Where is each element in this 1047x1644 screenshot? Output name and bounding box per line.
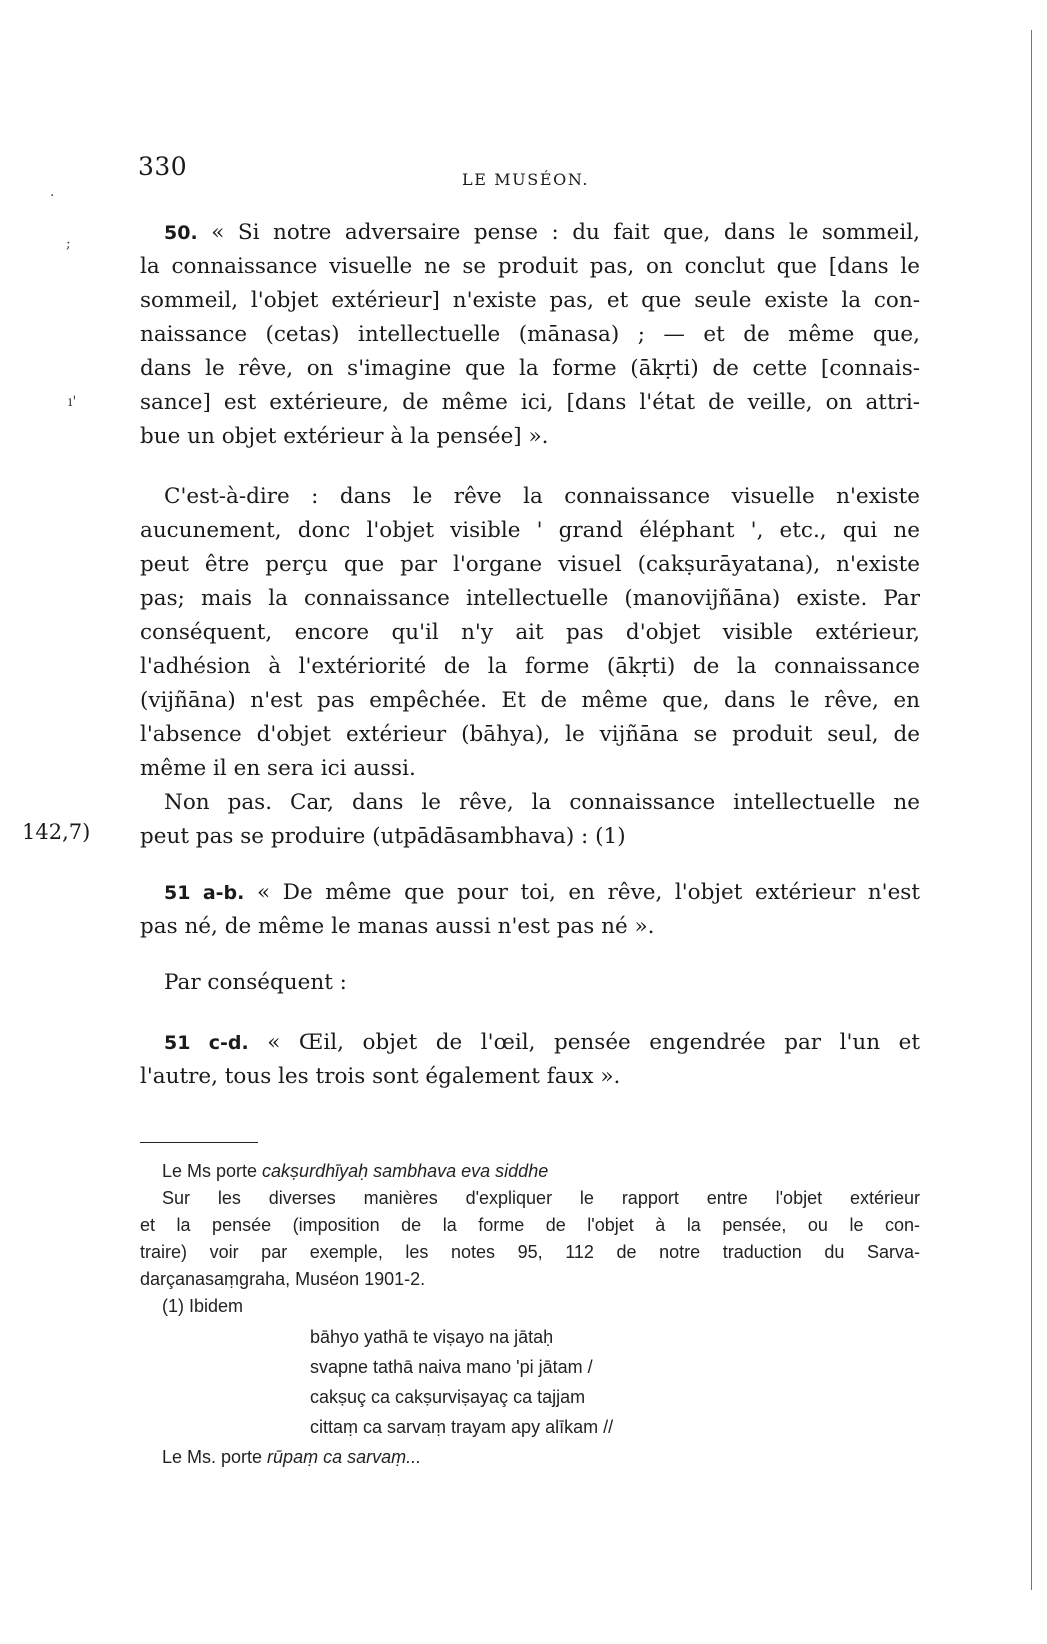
verse-line-2: svapne tathā naiva mano 'pi jātam /: [310, 1357, 593, 1377]
section-50-line-2: la connaissance visuelle ne se produit pas, on conclut que [dans le: [140, 254, 920, 279]
section-50-line-4: naissance (cetas) intellectuelle (mānasa) ; — et de même que,: [140, 322, 920, 347]
page-edge-line: [1031, 30, 1032, 1590]
commentary-line-7: (vijñāna) n'est pas empêchée. Et de même que, dans le rêve, en: [140, 688, 920, 713]
margin-speck: ;: [66, 236, 71, 252]
sanskrit-verse: [310, 1322, 810, 1442]
section-51cd-line-2: l'autre, tous les trois sont également faux ».: [140, 1064, 621, 1089]
section-50-label: 50.: [164, 222, 198, 244]
margin-speck: ı': [68, 394, 77, 410]
commentary-line-1: C'est-à-dire : dans le rêve la connaissance visuelle n'existe: [164, 484, 920, 509]
commentary-line-4: pas; mais la connaissance intellectuelle (manovijñāna) existe. Par: [140, 586, 920, 611]
margin-speck: ·: [50, 188, 55, 204]
verse-line-1: bāhyo yathā te viṣayo na jātaḥ: [310, 1327, 554, 1347]
commentary-line-9: même il en sera ici aussi.: [140, 756, 416, 781]
section-50-line-1: 50. « Si notre adversaire pense : du fait que, dans le sommeil,: [164, 220, 920, 245]
footnote-line-4: darçanasaṃgraha, Muséon 1901-2.: [140, 1269, 426, 1289]
section-50-line-3: sommeil, l'objet extérieur] n'existe pas, et que seule existe la con-: [140, 288, 920, 313]
commentary-paragraph: [140, 480, 920, 786]
commentary-line-3: peut être perçu que par l'organe visuel (cakṣurāyatana), n'existe: [140, 552, 920, 577]
verse-line-4: cittaṃ ca sarvaṃ trayam apy alīkam //: [310, 1417, 614, 1437]
footnote-final-line: Le Ms. porte rūpaṃ ca sarvaṃ...: [162, 1447, 422, 1467]
consequence-line: Par conséquent :: [164, 970, 347, 995]
section-51ab: [140, 876, 920, 944]
commentary-line-8: l'absence d'objet extérieur (bāhya), le vijñāna se produit seul, de: [140, 722, 920, 747]
section-50-line-7: bue un objet extérieur à la pensée] ».: [140, 424, 549, 449]
footnote-line-2: et la pensée (imposition de la forme de l'objet à la pensée, ou le con-: [140, 1215, 920, 1235]
consequence-paragraph: [140, 966, 920, 1000]
section-50-line-6: sance] est extérieure, de même ici, [dans l'état de veille, on attri-: [140, 390, 920, 415]
section-51ab-line-1: 51 a-b. « De même que pour toi, en rêve, l'objet extérieur n'est: [164, 880, 920, 905]
running-title: LE MUSÉON.: [462, 170, 590, 189]
footnote-line-3: traire) voir par exemple, les notes 95, 112 de notre traduction du Sarva-: [140, 1242, 920, 1262]
section-51cd: [140, 1026, 920, 1094]
commentary-line-2: aucunement, donc l'objet visible ' grand éléphant ', etc., qui ne: [140, 518, 920, 543]
section-51ab-label: 51 a-b.: [164, 882, 245, 904]
section-50-line-5: dans le rêve, on s'imagine que la forme (ākṛti) de cette [connais-: [140, 356, 920, 381]
section-51cd-line-1: 51 c-d. « Œil, objet de l'œil, pensée engendrée par l'un et: [164, 1030, 920, 1055]
commentary-line-5: conséquent, encore qu'il n'y ait pas d'objet visible extérieur,: [140, 620, 920, 645]
reply-paragraph: [140, 786, 920, 854]
footnote-ibidem: (1) Ibidem: [162, 1296, 244, 1316]
footnote-final: [140, 1444, 920, 1471]
section-51cd-label: 51 c-d.: [164, 1032, 249, 1054]
footnote-rule: [140, 1142, 258, 1143]
margin-reference: 142,7): [22, 820, 91, 844]
verse-line-3: cakṣuç ca cakṣurviṣayaç ca tajjam: [310, 1387, 586, 1407]
page-number: 330: [138, 152, 188, 181]
footnote-ms-note: Le Ms porte cakṣurdhīyaḥ sambhava eva siddhe: [162, 1161, 549, 1181]
commentary-line-6: l'adhésion à l'extériorité de la forme (ākṛti) de la connaissance: [140, 654, 920, 679]
reply-line-2: peut pas se produire (utpādāsambhava) : (1): [140, 824, 626, 849]
reply-line-1: Non pas. Car, dans le rêve, la connaissance intellectuelle ne: [164, 790, 920, 815]
section-50: [140, 216, 920, 454]
footnotes: [140, 1158, 920, 1320]
section-51ab-line-2: pas né, de même le manas aussi n'est pas né ».: [140, 914, 655, 939]
footnote-line-1: Sur les diverses manières d'expliquer le rapport entre l'objet extérieur: [162, 1188, 920, 1208]
